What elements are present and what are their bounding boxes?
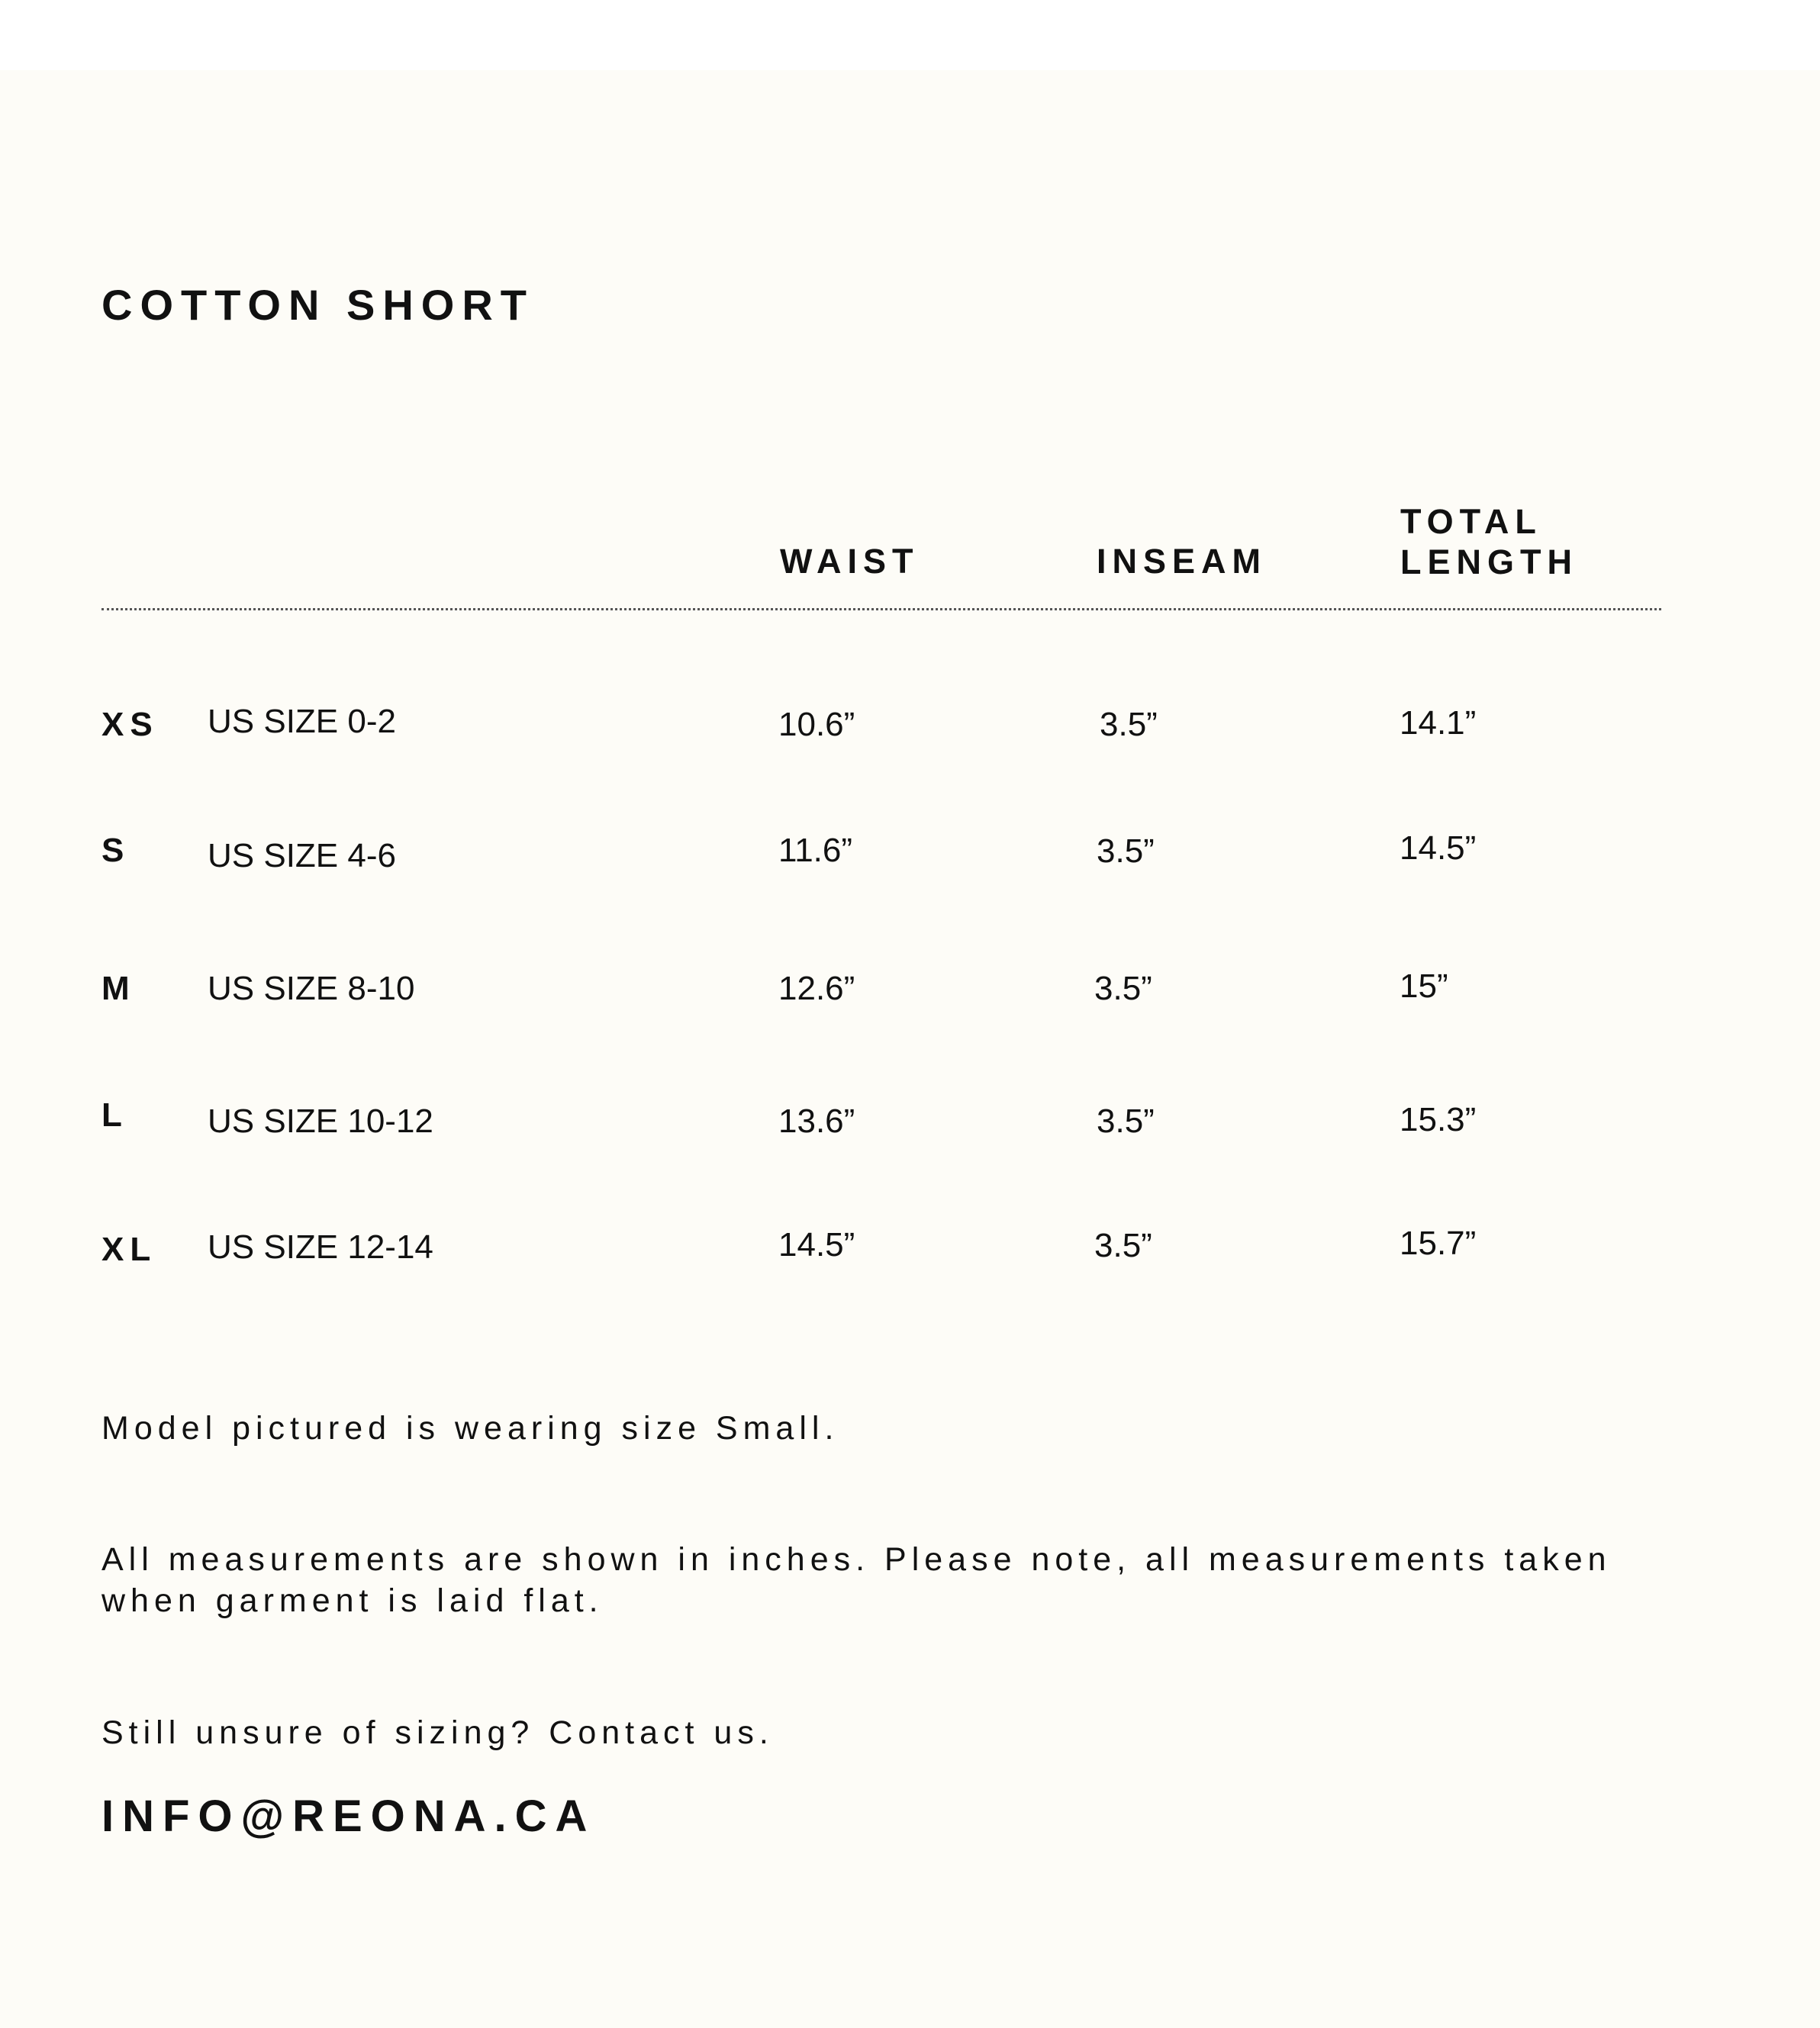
column-header-total-line2: LENGTH (1400, 542, 1578, 581)
total-length-value: 14.1” (1400, 704, 1477, 742)
inseam-value: 3.5” (1100, 706, 1158, 743)
size-label: L (101, 1096, 128, 1134)
model-size-note: Model pictured is wearing size Small. (101, 1410, 839, 1447)
contact-prompt: Still unsure of sizing? Contact us. (101, 1714, 774, 1751)
table-row (0, 702, 1820, 748)
header-divider (101, 608, 1661, 610)
column-header-inseam (1097, 541, 1267, 581)
contact-email[interactable]: INFO@REONA.CA (101, 1791, 596, 1841)
column-header-inseam-label: INSEAM (1097, 542, 1268, 581)
waist-value: 10.6” (778, 706, 855, 743)
measurements-note-line1: All measurements are shown in inches. Please note, all measurements taken (101, 1541, 1612, 1578)
waist-value: 14.5” (778, 1226, 855, 1263)
size-label: XS (101, 706, 159, 743)
inseam-value: 3.5” (1094, 970, 1152, 1007)
total-length-value: 14.5” (1400, 829, 1477, 867)
us-size: US SIZE 12-14 (208, 1228, 433, 1266)
us-size: US SIZE 0-2 (208, 703, 396, 740)
table-row (0, 966, 1820, 1012)
page-title: COTTON SHORT (101, 281, 534, 329)
column-header-waist (780, 541, 920, 581)
column-header-total-length (1400, 501, 1578, 582)
waist-value: 11.6” (778, 832, 853, 869)
column-header-total-line1: TOTAL (1400, 502, 1542, 541)
inseam-value: 3.5” (1097, 1103, 1155, 1140)
total-length-value: 15.3” (1400, 1101, 1477, 1138)
waist-value: 12.6” (778, 970, 855, 1007)
table-row (0, 829, 1820, 880)
us-size: US SIZE 8-10 (208, 970, 415, 1007)
us-size: US SIZE 4-6 (208, 837, 396, 874)
table-row (0, 1225, 1820, 1270)
inseam-value: 3.5” (1097, 832, 1155, 870)
inseam-value: 3.5” (1094, 1227, 1152, 1264)
size-label: M (101, 970, 136, 1007)
total-length-value: 15.7” (1400, 1225, 1477, 1262)
size-label: XL (101, 1231, 157, 1268)
table-row (0, 1096, 1820, 1144)
measurements-note (101, 1539, 1612, 1621)
size-label: S (101, 832, 130, 869)
total-length-value: 15” (1400, 967, 1448, 1005)
measurements-note-line2: when garment is laid flat. (101, 1582, 604, 1619)
us-size: US SIZE 10-12 (208, 1103, 433, 1140)
waist-value: 13.6” (778, 1103, 855, 1140)
column-header-waist-label: WAIST (780, 542, 920, 581)
